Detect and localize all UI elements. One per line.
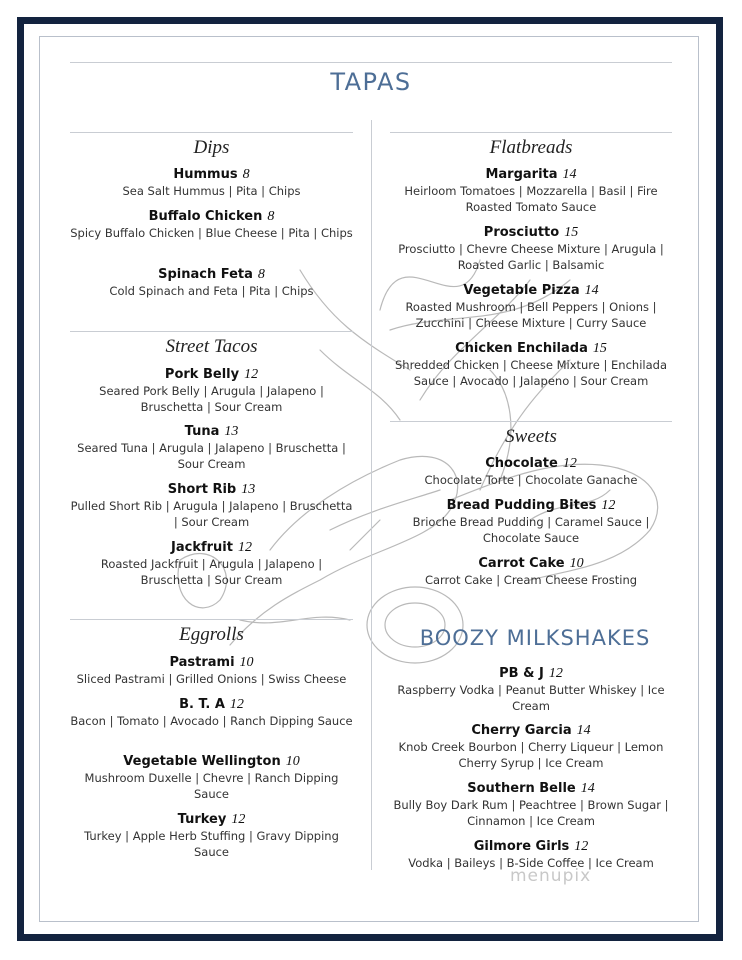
item-name: Margarita — [485, 167, 558, 182]
item-price: 12 — [601, 498, 616, 513]
menu-item-cherry-garcia — [390, 722, 672, 771]
menu-item-chocolate — [390, 455, 672, 488]
menu-item-chicken-enchilada — [390, 340, 672, 389]
watermark: menupix — [510, 866, 592, 886]
section-heading-flatbreads: Flatbreads — [489, 137, 573, 158]
item-name: Turkey — [177, 812, 227, 827]
item-title — [390, 282, 672, 299]
item-name: Spinach Feta — [158, 267, 253, 282]
item-name: Vegetable Wellington — [123, 754, 281, 769]
menu-item-bread-pudding-bites — [390, 497, 672, 546]
item-title — [70, 423, 353, 440]
item-title — [390, 166, 672, 183]
item-name: B. T. A — [179, 697, 225, 712]
item-title — [390, 455, 672, 472]
item-description: Bully Boy Dark Rum | Peachtree | Brown Sugar | Cinnamon | Ice Cream — [393, 798, 669, 828]
item-description: Sea Salt Hummus | Pita | Chips — [122, 184, 301, 198]
item-price: 14 — [562, 167, 577, 182]
section-heading-dips: Dips — [193, 137, 230, 158]
menu-item-southern-belle — [390, 780, 672, 829]
item-price: 12 — [231, 812, 246, 827]
item-title — [390, 555, 672, 572]
item-description: Cold Spinach and Feta | Pita | Chips — [109, 284, 314, 298]
menu-item-bta — [70, 696, 353, 729]
item-price: 12 — [244, 367, 259, 382]
item-name: Gilmore Girls — [473, 839, 570, 854]
item-description: Roasted Mushroom | Bell Peppers | Onions | Zucchini | Cheese Mixture | Curry Sauce — [405, 300, 657, 330]
item-name: Chocolate — [485, 456, 558, 471]
item-description: Turkey | Apple Herb Stuffing | Gravy Dipping Sauce — [84, 829, 339, 859]
item-price: 14 — [580, 781, 595, 796]
menu-item-margarita — [390, 166, 672, 215]
item-title — [70, 539, 353, 556]
item-name: Pastrami — [169, 655, 235, 670]
item-name: Tuna — [184, 424, 220, 439]
item-description: Vodka | Baileys | B-Side Coffee | Ice Cream — [408, 856, 654, 870]
item-price: 12 — [237, 540, 252, 555]
menu-item-vegetable-pizza — [390, 282, 672, 331]
menu-item-pastrami — [70, 654, 353, 687]
item-price: 14 — [584, 283, 599, 298]
item-price: 15 — [592, 341, 607, 356]
item-name: PB & J — [499, 666, 544, 681]
item-title — [390, 665, 672, 682]
item-title — [390, 497, 672, 514]
item-title — [390, 780, 672, 797]
item-price: 12 — [229, 697, 244, 712]
item-title — [390, 340, 672, 357]
item-description: Heirloom Tomatoes | Mozzarella | Basil | Fire Roasted Tomato Sauce — [404, 184, 658, 214]
menu-item-jackfruit — [70, 539, 353, 588]
item-price: 15 — [564, 225, 579, 240]
item-price: 10 — [285, 754, 300, 769]
item-name: Bread Pudding Bites — [446, 498, 597, 513]
item-title — [70, 266, 353, 283]
tacos-divider — [70, 331, 353, 332]
item-description: Chocolate Torte | Chocolate Ganache — [424, 473, 638, 487]
section-heading-boozy-milkshakes: BOOZY MILKSHAKES — [419, 626, 651, 650]
item-description: Prosciutto | Chevre Cheese Mixture | Arugula | Roasted Garlic | Balsamic — [398, 242, 664, 272]
item-title — [70, 811, 353, 828]
sweets-divider — [390, 421, 672, 422]
item-title — [390, 838, 672, 855]
menu-item-pork-belly — [70, 366, 353, 415]
flatbreads-divider — [390, 132, 672, 133]
item-name: Vegetable Pizza — [463, 283, 580, 298]
item-name: Chicken Enchilada — [455, 341, 588, 356]
item-price: 8 — [257, 267, 265, 282]
section-heading-sweets: Sweets — [505, 426, 557, 447]
menu-item-spinach-feta — [70, 266, 353, 299]
menu-item-pb-and-j — [390, 665, 672, 714]
item-description: Spicy Buffalo Chicken | Blue Cheese | Pita | Chips — [70, 226, 353, 240]
item-description: Raspberry Vodka | Peanut Butter Whiskey | Ice Cream — [397, 683, 665, 713]
item-price: 10 — [569, 556, 584, 571]
item-title — [390, 722, 672, 739]
menu-item-prosciutto — [390, 224, 672, 273]
item-description: Bacon | Tomato | Avocado | Ranch Dipping Sauce — [70, 714, 353, 728]
item-price: 12 — [562, 456, 577, 471]
item-description: Mushroom Duxelle | Chevre | Ranch Dipping Sauce — [84, 771, 339, 801]
menu-item-hummus — [70, 166, 353, 199]
item-title — [70, 166, 353, 183]
item-price: 14 — [576, 723, 591, 738]
dips-divider — [70, 132, 353, 133]
item-name: Cherry Garcia — [471, 723, 572, 738]
item-price: 8 — [267, 209, 275, 224]
page-title: TAPAS — [330, 68, 412, 96]
item-name: Short Rib — [167, 482, 237, 497]
item-description: Sliced Pastrami | Grilled Onions | Swiss Cheese — [76, 672, 347, 686]
menu-item-vegetable-wellington — [70, 753, 353, 802]
item-description: Seared Pork Belly | Arugula | Jalapeno | Bruschetta | Sour Cream — [99, 384, 324, 414]
menu-item-tuna — [70, 423, 353, 472]
item-description: Knob Creek Bourbon | Cherry Liqueur | Lemon Cherry Syrup | Ice Cream — [398, 740, 664, 770]
item-description: Roasted Jackfruit | Arugula | Jalapeno | Bruschetta | Sour Cream — [100, 557, 323, 587]
item-price: 12 — [574, 839, 589, 854]
eggrolls-divider — [70, 619, 353, 620]
item-title — [70, 753, 353, 770]
menu-item-carrot-cake — [390, 555, 672, 588]
menu-item-short-rib — [70, 481, 353, 530]
item-price: 8 — [242, 167, 250, 182]
menu-item-buffalo-chicken — [70, 208, 353, 241]
item-title — [70, 481, 353, 498]
item-description: Brioche Bread Pudding | Caramel Sauce | Chocolate Sauce — [412, 515, 650, 545]
item-name: Jackfruit — [171, 540, 233, 555]
item-price: 13 — [241, 482, 256, 497]
item-title — [70, 208, 353, 225]
item-title — [70, 366, 353, 383]
item-description: Seared Tuna | Arugula | Jalapeno | Bruschetta | Sour Cream — [77, 441, 346, 471]
item-name: Pork Belly — [164, 367, 240, 382]
item-title — [70, 654, 353, 671]
item-price: 10 — [239, 655, 254, 670]
item-description: Shredded Chicken | Cheese Mixture | Enchilada Sauce | Avocado | Jalapeno | Sour Cream — [394, 358, 667, 388]
item-price: 12 — [548, 666, 563, 681]
item-name: Hummus — [173, 167, 238, 182]
section-heading-eggrolls: Eggrolls — [179, 624, 244, 645]
item-description: Carrot Cake | Cream Cheese Frosting — [424, 573, 638, 587]
item-title — [390, 224, 672, 241]
menu-item-turkey — [70, 811, 353, 860]
item-name: Buffalo Chicken — [148, 209, 263, 224]
item-title — [70, 696, 353, 713]
item-name: Prosciutto — [483, 225, 560, 240]
item-price: 13 — [224, 424, 239, 439]
item-description: Pulled Short Rib | Arugula | Jalapeno | Bruschetta | Sour Cream — [70, 499, 353, 529]
item-name: Southern Belle — [467, 781, 576, 796]
column-divider — [371, 120, 372, 870]
top-divider — [70, 62, 672, 63]
item-name: Carrot Cake — [478, 556, 565, 571]
section-heading-street-tacos: Street Tacos — [165, 336, 258, 357]
